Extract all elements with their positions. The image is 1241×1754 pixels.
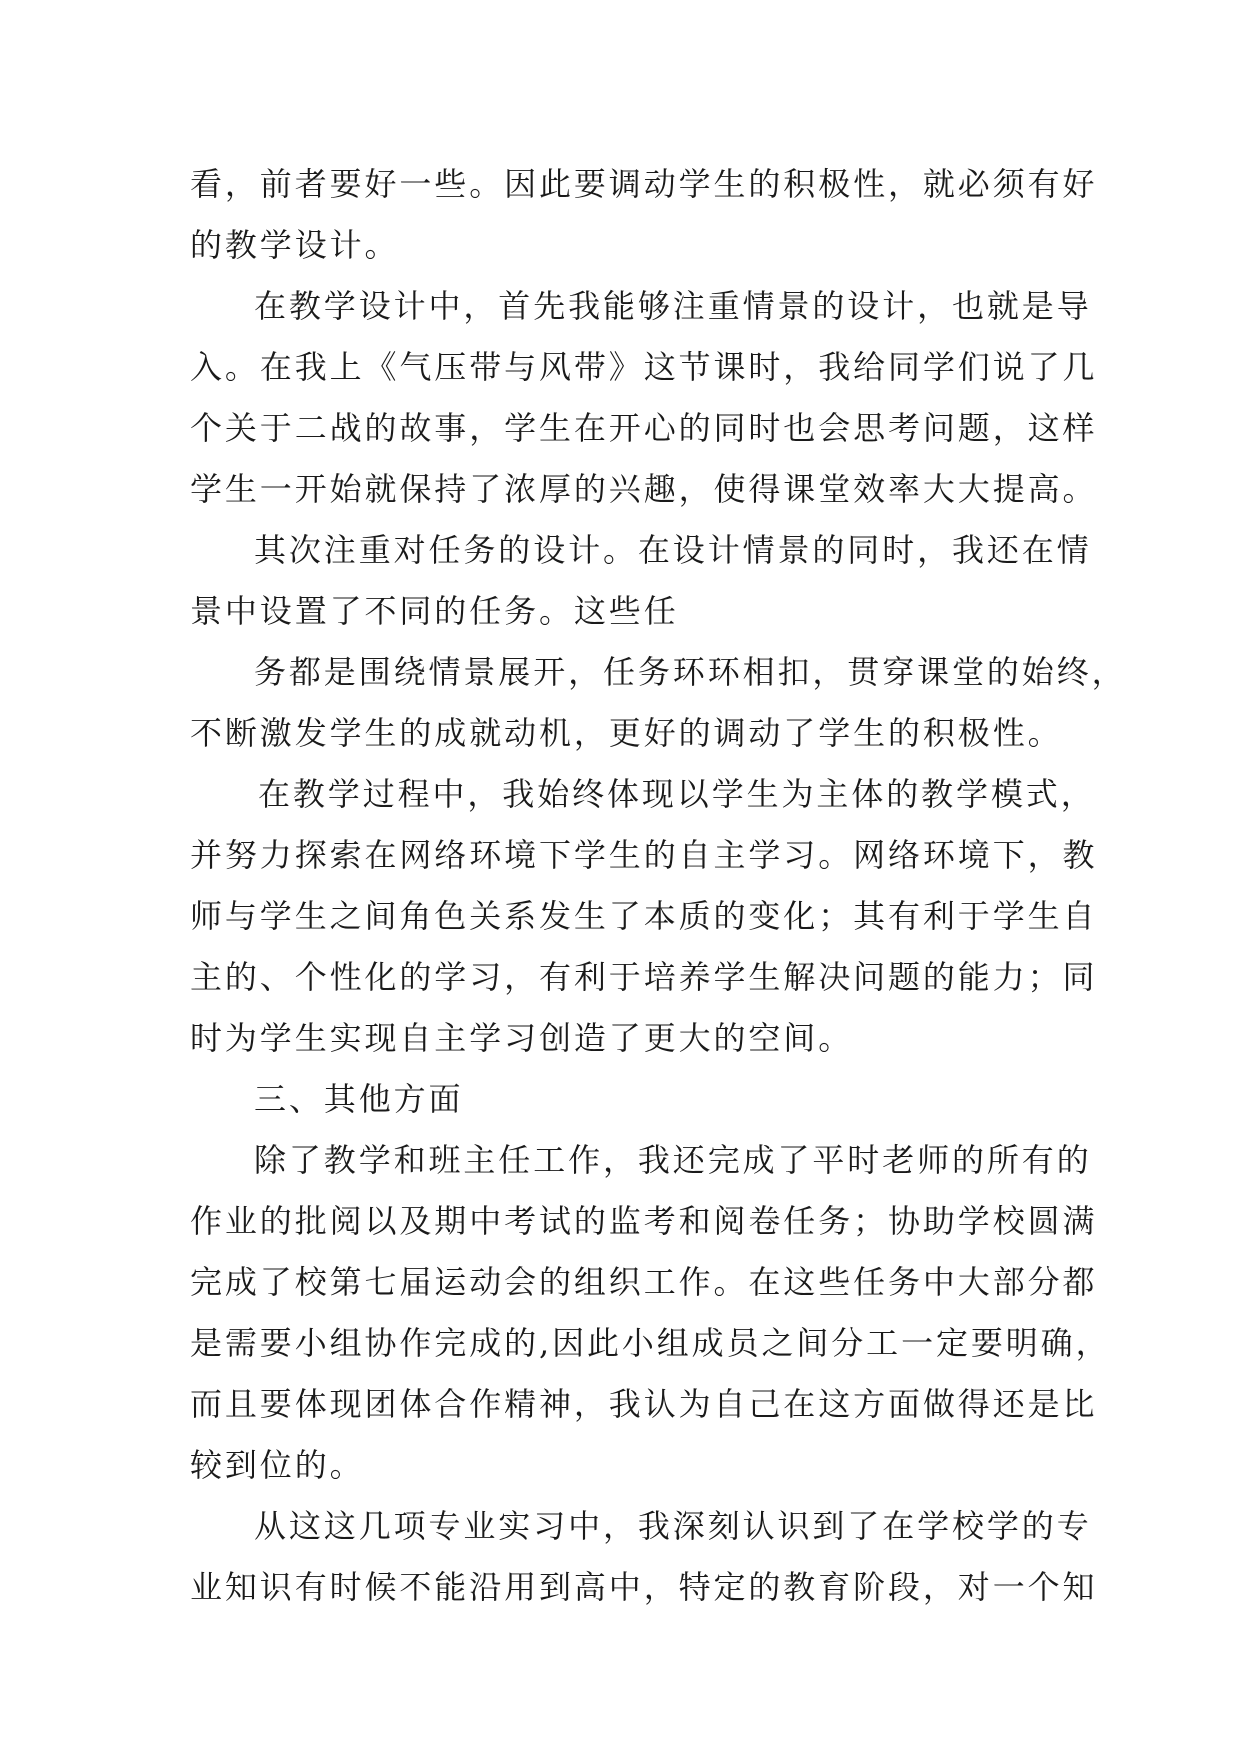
text-line: 而且要体现团体合作精神，我认为自己在这方面做得还是比 xyxy=(190,1385,1098,1423)
paragraph-start-line: 在教学设计中，首先我能够注重情景的设计，也就是导 xyxy=(254,287,1092,325)
text-line: 师与学生之间角色关系发生了本质的变化；其有利于学生自 xyxy=(190,897,1098,935)
text-line: 并努力探索在网络环境下学生的自主学习。网络环境下，教 xyxy=(190,836,1098,874)
text-line: 时为学生实现自主学习创造了更大的空间。 xyxy=(190,1019,854,1057)
paragraph-start-line: 其次注重对任务的设计。在设计情景的同时，我还在情 xyxy=(254,531,1092,569)
paragraph-start-line: 务都是围绕情景展开，任务环环相扣，贯穿课堂的始终， xyxy=(254,653,1127,691)
text-line: 完成了校第七届运动会的组织工作。在这些任务中大部分都 xyxy=(190,1263,1098,1301)
text-line: 景中设置了不同的任务。这些任 xyxy=(190,592,679,630)
text-line: 业知识有时候不能沿用到高中，特定的教育阶段，对一个知 xyxy=(190,1568,1098,1606)
text-line: 看，前者要好一些。因此要调动学生的积极性，就必须有好 xyxy=(190,165,1098,203)
text-line: 个关于二战的故事，学生在开心的同时也会思考问题，这样 xyxy=(190,409,1098,447)
text-line: 学生一开始就保持了浓厚的兴趣，使得课堂效率大大提高。 xyxy=(190,470,1098,508)
text-line: 入。在我上《气压带与风带》这节课时，我给同学们说了几 xyxy=(190,348,1098,386)
paragraph-start-line: 除了教学和班主任工作，我还完成了平时老师的所有的 xyxy=(254,1141,1092,1179)
paragraph-start-line: 从这这几项专业实习中，我深刻认识到了在学校学的专 xyxy=(254,1507,1092,1545)
section-heading: 三、其他方面 xyxy=(254,1080,464,1118)
text-line: 不断激发学生的成就动机，更好的调动了学生的积极性。 xyxy=(190,714,1063,752)
text-line: 作业的批阅以及期中考试的监考和阅卷任务；协助学校圆满 xyxy=(190,1202,1098,1240)
text-line: 的教学设计。 xyxy=(190,226,400,264)
text-line: 是需要小组协作完成的,因此小组成员之间分工一定要明确， xyxy=(190,1324,1111,1362)
text-line: 主的、个性化的学习，有利于培养学生解决问题的能力；同 xyxy=(190,958,1098,996)
text-line: 较到位的。 xyxy=(190,1446,365,1484)
body-text xyxy=(190,154,1127,1618)
paragraph-start-line: 在教学过程中，我始终体现以学生为主体的教学模式， xyxy=(258,775,1096,813)
